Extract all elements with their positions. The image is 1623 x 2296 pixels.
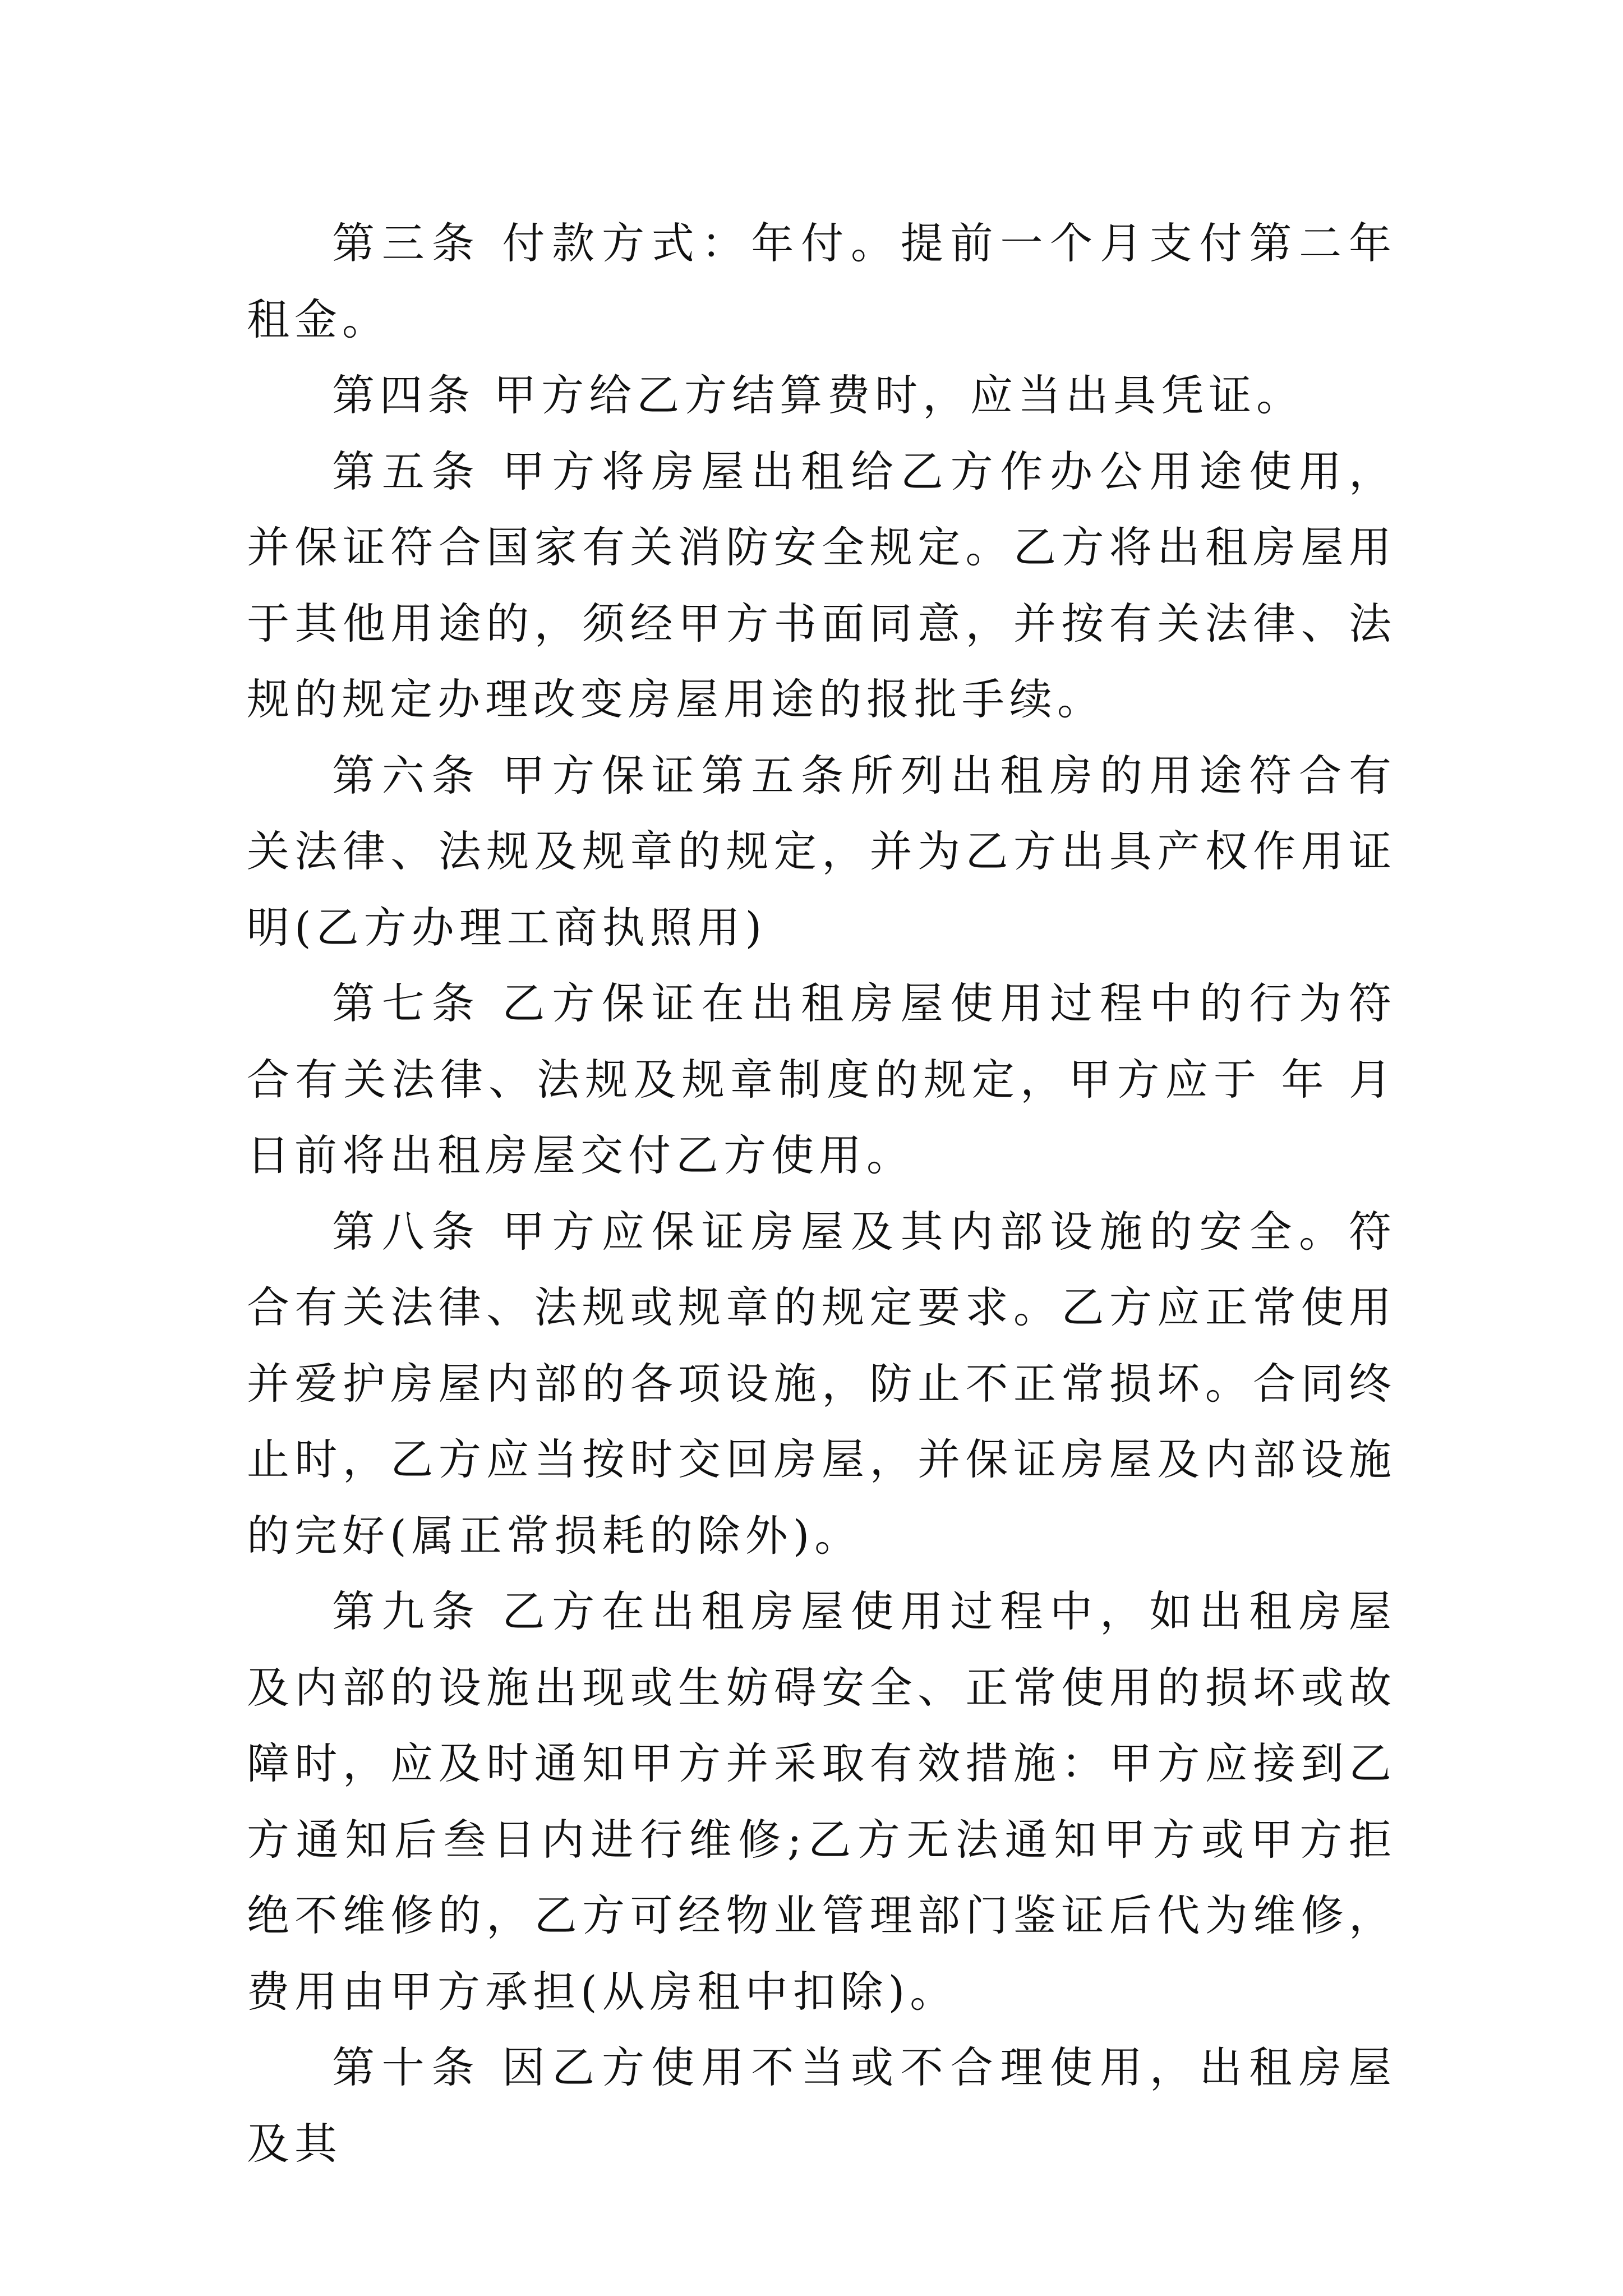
article-8-paragraph: 第八条 甲方应保证房屋及其内部设施的安全。符合有关法律、法规或规章的规定要求。乙方应正常使用并爱护房屋内部的各项设施，防止不正常损坏。合同终止时，乙方应当按时交回房屋，并保证房屋及内部设施的完好(属正常损耗的除外)。 <box>247 1206 1396 1561</box>
article-4-paragraph: 第四条 甲方给乙方结算费时，应当出具凭证。 <box>332 370 1304 420</box>
article-9-paragraph: 第九条 乙方在出租房屋使用过程中，如出租房屋及内部的设施出现或生妨碍安全、正常使用的损坏或故障时，应及时通知甲方并采取有效措施：甲方应接到乙方通知后叁日内进行维修;乙方无法通知甲方或甲方拒绝不维修的，乙方可经物业管理部门鉴证后代为维修，费用由甲方承担(从房租中扣除)。 <box>247 1586 1396 2017</box>
article-5-paragraph: 第五条 甲方将房屋出租给乙方作办公用途使用，并保证符合国家有关消防安全规定。乙方将出租房屋用于其他用途的，须经甲方书面同意，并按有关法律、法规的规定办理改变房屋用途的报批手续。 <box>247 446 1396 724</box>
document-body <box>247 205 1396 2182</box>
article-7-paragraph: 第七条 乙方保证在出租房屋使用过程中的行为符合有关法律、法规及规章制度的规定，甲方应于 年 月 日前将出租房屋交付乙方使用。 <box>247 978 1396 1180</box>
article-6-paragraph: 第六条 甲方保证第五条所列出租房的用途符合有关法律、法规及规章的规定，并为乙方出具产权作用证明(乙方办理工商执照用) <box>247 750 1396 953</box>
article-3-paragraph: 第三条 付款方式：年付。提前一个月支付第二年租金。 <box>247 218 1396 344</box>
article-10-paragraph: 第十条 因乙方使用不当或不合理使用，出租房屋及其 <box>247 2042 1396 2169</box>
